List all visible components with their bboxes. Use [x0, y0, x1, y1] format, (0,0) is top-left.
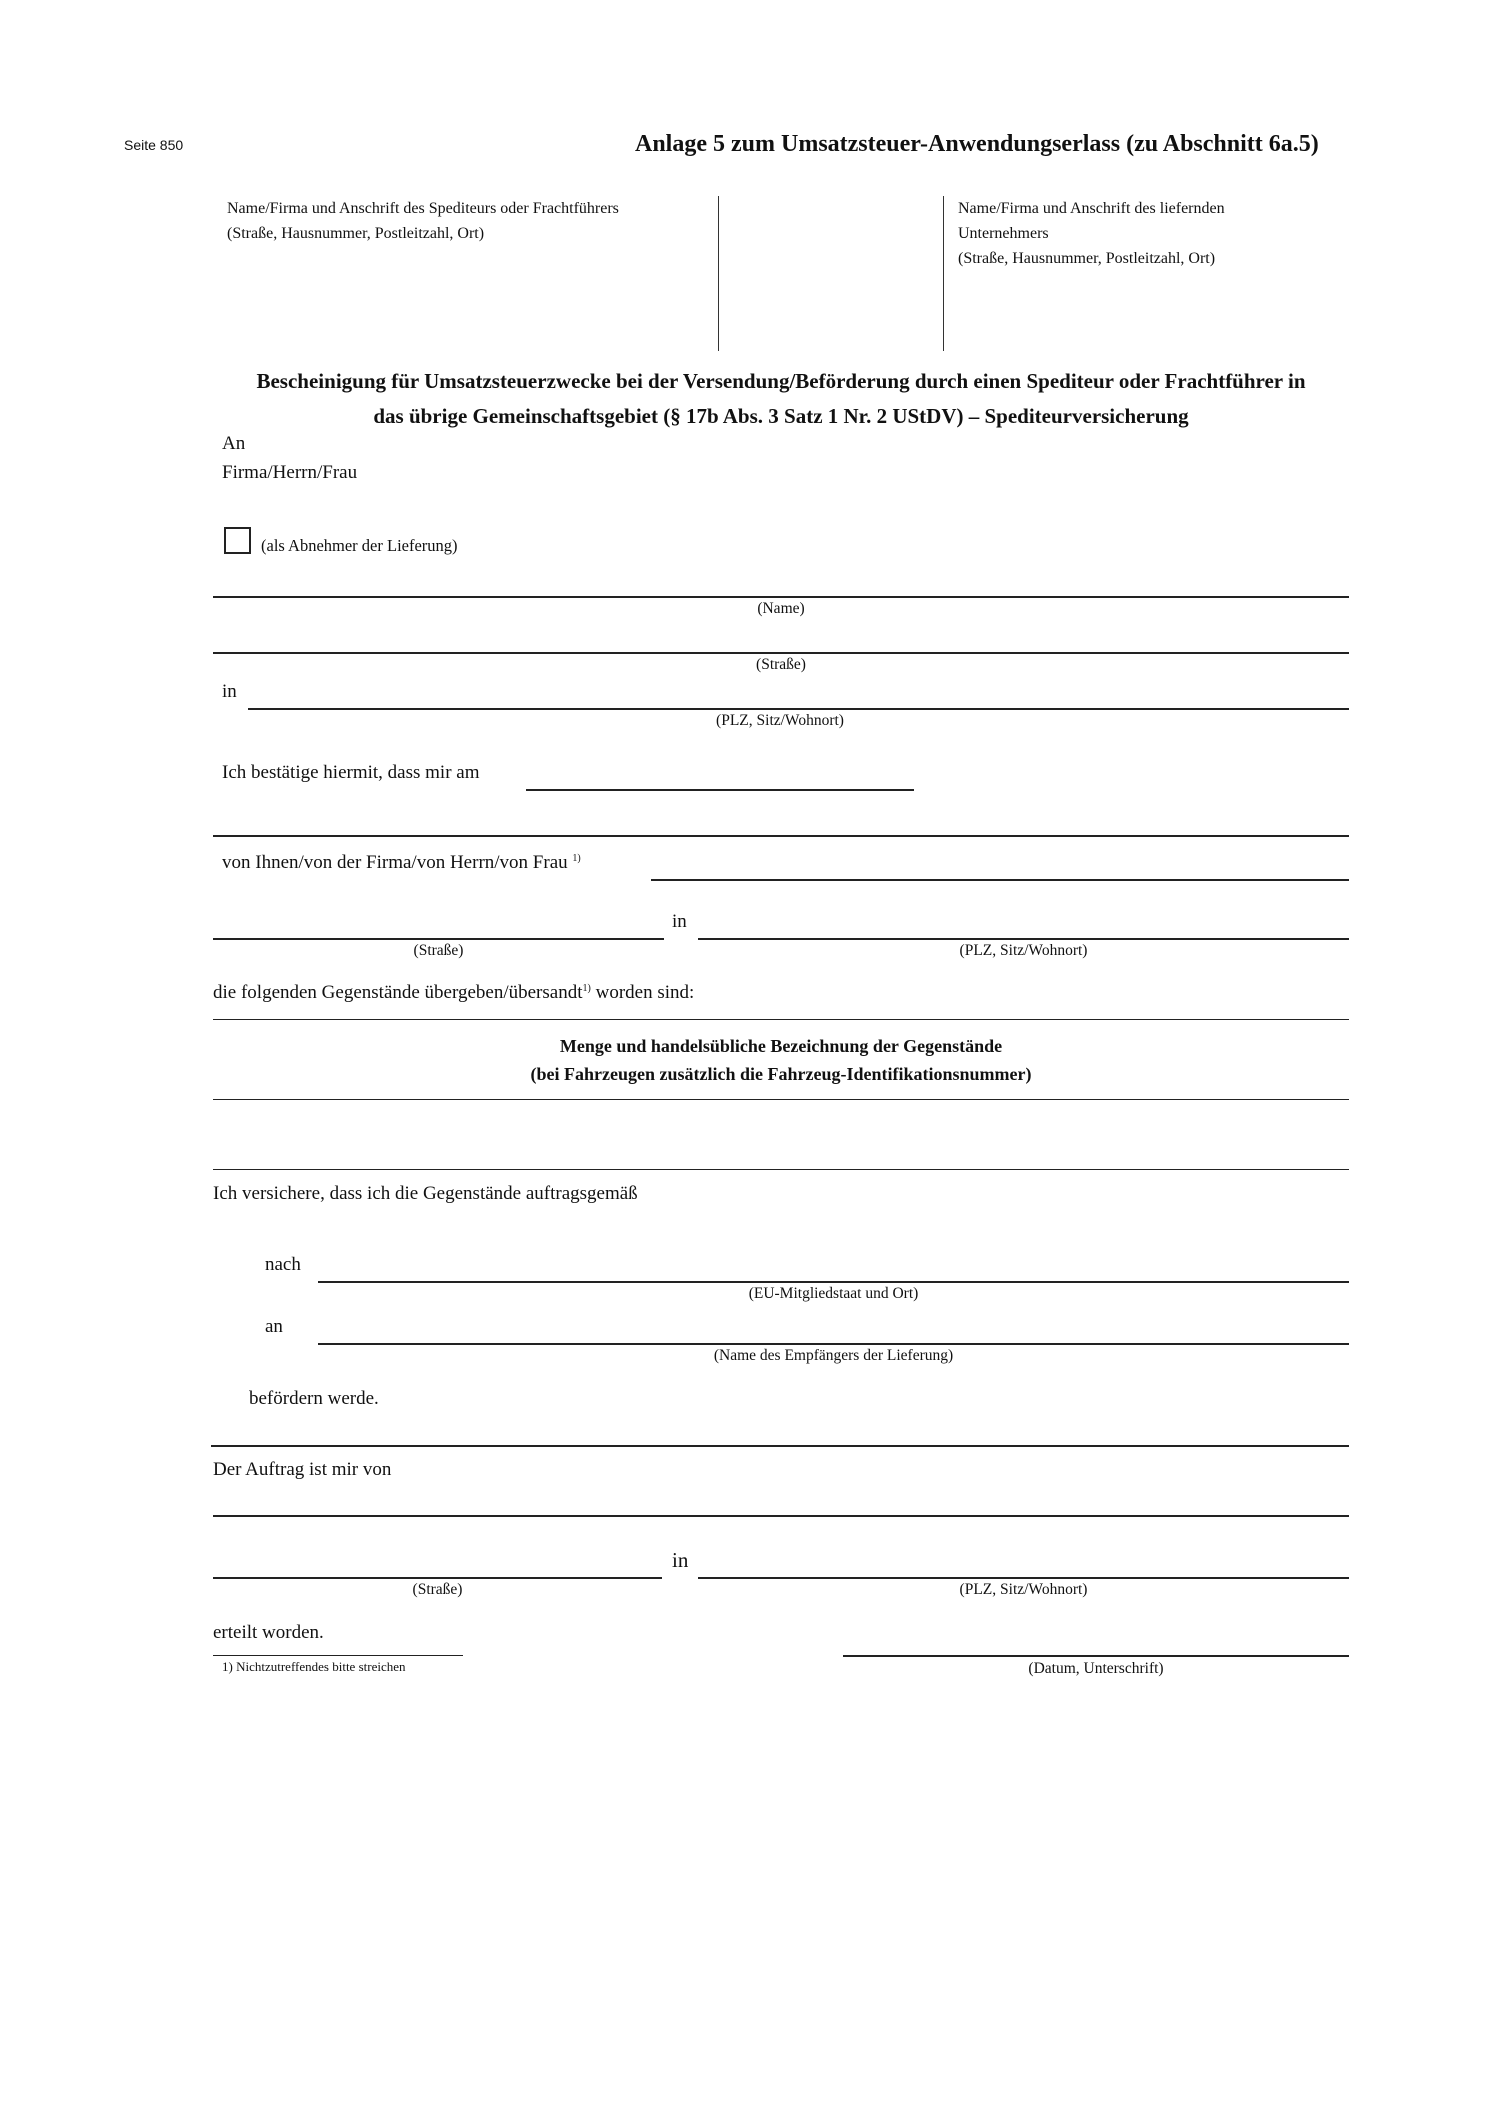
- recipient-firma: Firma/Herrn/Frau: [222, 462, 358, 483]
- recipient-in-label: in: [222, 681, 237, 702]
- goods-header-rule: [213, 1099, 1349, 1100]
- order-top-rule: [211, 1445, 1349, 1447]
- recipient-name-line[interactable]: [213, 596, 1349, 598]
- order-closing: erteilt worden.: [213, 1622, 324, 1643]
- order-name-line[interactable]: [213, 1515, 1349, 1517]
- box-divider-left: [718, 196, 719, 351]
- goods-intro-text: [213, 982, 694, 1004]
- confirmation-street-line[interactable]: [213, 938, 664, 940]
- confirmation-plz-line[interactable]: [698, 938, 1349, 940]
- confirmation-text: Ich bestätige hiermit, dass mir am: [222, 762, 480, 783]
- confirmation-from-text: [222, 852, 581, 874]
- goods-header-line1: Menge und handelsübliche Bezeichnung der Gegenstände: [559, 1036, 1003, 1056]
- assurance-nach-label: nach: [265, 1254, 301, 1275]
- confirmation-from-label: von Ihnen/von der Firma/von Herrn/von Frau: [222, 852, 568, 873]
- recipient-street-line[interactable]: [213, 652, 1349, 654]
- goods-header-line2: (bei Fahrzeugen zusätzlich die Fahrzeug-Identifikationsnummer): [530, 1064, 1032, 1084]
- certificate-title-line2: das übrige Gemeinschaftsgebiet (§ 17b Abs. 3 Satz 1 Nr. 2 UStDV) – Spediteurversicherung: [373, 404, 1189, 428]
- order-in-label: in: [672, 1548, 689, 1572]
- confirmation-from-line[interactable]: [651, 879, 1349, 881]
- supplier-box-line3: (Straße, Hausnummer, Postleitzahl, Ort): [958, 250, 1216, 267]
- goods-intro-label-end: worden sind:: [590, 982, 695, 1003]
- signature-line[interactable]: [843, 1655, 1349, 1657]
- assurance-closing: befördern werde.: [249, 1388, 379, 1409]
- order-plz-line[interactable]: [698, 1577, 1349, 1579]
- assurance-an-label: an: [265, 1316, 283, 1337]
- footnote-rule: [213, 1655, 463, 1656]
- goods-top-rule: [213, 1019, 1349, 1020]
- confirmation-in-label: in: [672, 911, 687, 932]
- certificate-title: [213, 364, 1349, 434]
- order-text: Der Auftrag ist mir von: [213, 1459, 392, 1480]
- sender-box-line2: (Straße, Hausnummer, Postleitzahl, Ort): [227, 225, 485, 242]
- order-plz-caption: (PLZ, Sitz/Wohnort): [959, 1581, 1088, 1598]
- recipient-street-caption: (Straße): [756, 656, 806, 673]
- assurance-nach-caption: (EU-Mitgliedstaat und Ort): [748, 1285, 919, 1302]
- assurance-nach-line[interactable]: [318, 1281, 1349, 1283]
- certificate-title-line1: Bescheinigung für Umsatzsteuerzwecke bei der Versendung/Beförderung durch einen Spediteur oder Frachtführer in: [256, 369, 1306, 393]
- recipient-an: An: [222, 433, 246, 454]
- abnehmer-checkbox-label: (als Abnehmer der Lieferung): [261, 536, 458, 555]
- confirmation-extra-line[interactable]: [213, 835, 1349, 837]
- supplier-box-line1: Name/Firma und Anschrift des liefernden: [958, 200, 1225, 217]
- sender-box-line1: Name/Firma und Anschrift des Spediteurs oder Frachtführers: [227, 200, 619, 217]
- recipient-plz-caption: (PLZ, Sitz/Wohnort): [716, 712, 844, 729]
- abnehmer-checkbox[interactable]: [224, 527, 251, 554]
- document-heading: Anlage 5 zum Umsatzsteuer-Anwendungserlass (zu Abschnitt 6a.5): [635, 131, 1319, 157]
- confirmation-date-line[interactable]: [526, 789, 914, 791]
- supplier-box: [958, 196, 1225, 271]
- order-street-caption: (Straße): [412, 1581, 463, 1598]
- recipient-name-caption: (Name): [757, 600, 805, 617]
- sender-box: [227, 196, 619, 246]
- confirmation-street-caption: (Straße): [413, 942, 464, 959]
- assurance-an-line[interactable]: [318, 1343, 1349, 1345]
- page-number: Seite 850: [124, 137, 184, 153]
- footnote-text: 1) Nichtzutreffendes bitte streichen: [222, 1659, 406, 1674]
- signature-caption: (Datum, Unterschrift): [1028, 1660, 1164, 1677]
- goods-header: [213, 1032, 1349, 1088]
- box-divider-right: [943, 196, 944, 351]
- recipient-plz-line[interactable]: [248, 708, 1349, 710]
- assurance-text: Ich versichere, dass ich die Gegenstände auftragsgemäß: [213, 1183, 638, 1204]
- supplier-box-line2: Unternehmers: [958, 225, 1049, 242]
- goods-entry-line[interactable]: [213, 1169, 1349, 1170]
- confirmation-from-footnote-ref: 1): [572, 853, 581, 864]
- assurance-an-caption: (Name des Empfängers der Lieferung): [713, 1347, 954, 1364]
- confirmation-plz-caption: (PLZ, Sitz/Wohnort): [959, 942, 1088, 959]
- goods-intro-label: die folgenden Gegenstände übergeben/übersandt: [213, 982, 583, 1003]
- order-street-line[interactable]: [213, 1577, 662, 1579]
- goods-intro-footnote-ref: 1): [582, 983, 591, 994]
